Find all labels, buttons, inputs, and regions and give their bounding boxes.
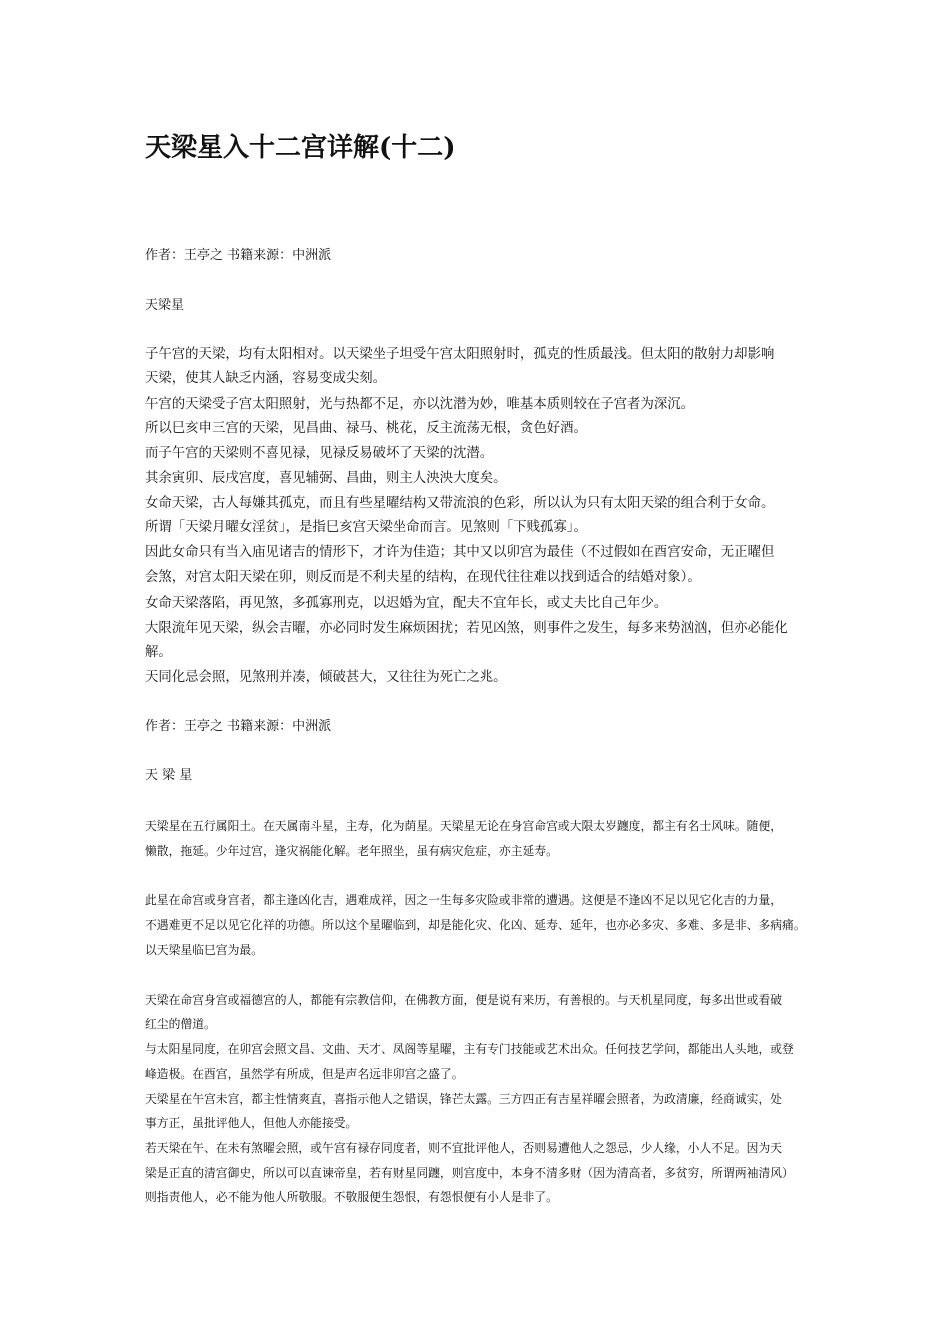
text-line: 会煞，对宫太阳天梁在卯，则反而是不利夫星的结构，在现代往往难以找到适合的结婚对象）。 (145, 570, 701, 585)
byline: 作者：王亭之 书籍来源：中洲派 (145, 719, 332, 734)
text-line: 天同化忌会照，见煞刑并凑，倾破甚大，又往往为死亡之兆。 (145, 670, 507, 685)
text-line: 解。 (145, 645, 172, 660)
text-line: 女命天梁落陷，再见煞，多孤寡刑克，以迟婚为宜，配夫不宜年长，或丈夫比自己年少。 (145, 596, 668, 611)
text-line: 若天梁在午、在未有煞曜会照，或午宫有禄存同度者，则不宜批评他人，否则易遭他人之怨忌，少人缘，小人不足。因为天 (145, 1141, 783, 1155)
text-line: 则指责他人，必不能为他人所敬服。不敬服便生怨恨，有怨恨便有小人是非了。 (145, 1190, 558, 1204)
text-line: 所以巳亥申三宫的天梁，见昌曲、禄马、桃花，反主流荡无根，贪色好酒。 (145, 421, 587, 436)
text-line: 天梁星在午宫未宫，都主性情爽直，喜指示他人之错误，锋芒太露。三方四正有吉星祥曜会照者，为政清廉，经商诚实，处 (145, 1092, 783, 1106)
text-line: 红尘的僧道。 (145, 1017, 216, 1031)
text-line: 不遇难更不足以见它化祥的功德。所以这个星曜临到，却是能化灾、化凶、延寿、延年，也亦必多灾、多难、多是非、多病痛。 (145, 918, 806, 932)
byline: 作者：王亭之 书籍来源：中洲派 (145, 248, 332, 263)
text-line: 午宫的天梁受子宫太阳照射，光与热都不足，亦以沈潜为妙，唯基本质则较在子宫者为深沉。 (145, 397, 695, 412)
text-line: 因此女命只有当入庙见诸吉的情形下，才许为佳造；其中又以卯宫为最佳（不过假如在酉宫安命，无正曜但 (145, 545, 775, 560)
page-title: 天梁星入十二宫详解(十二) (145, 133, 456, 163)
text-line: 事方正，虽批评他人，但他人亦能接受。 (145, 1116, 358, 1130)
text-line: 与太阳星同度，在卯宫会照文昌、文曲、天才、凤阁等星曜，主有专门技能或艺术出众。任何技艺学问，都能出人头地，或登 (145, 1042, 794, 1056)
text-line: 天梁，使其人缺乏内涵，容易变成尖刻。 (145, 371, 387, 386)
text-line: 所谓「天梁月曜女淫贫」，是指巳亥宫天梁坐命而言。见煞则「下贱孤寡」。 (145, 520, 587, 535)
text-line: 大限流年见天梁，纵会吉曜，亦必同时发生麻烦困扰；若见凶煞，则事件之发生，每多来势汹汹，但亦必能化 (145, 621, 788, 636)
text-line: 子午宫的天梁，均有太阳相对。以天梁坐子坦受午宫太阳照射时，孤克的性质最浅。但太阳的散射力却影响 (145, 347, 775, 362)
text-line: 懒散，拖延。少年过宫，逢灾祸能化解。老年照坐，虽有病灾危症，亦主延寿。 (145, 844, 558, 858)
text-line: 女命天梁，古人每嫌其孤克，而且有些星曜结构又带流浪的色彩，所以认为只有太阳天梁的组合利于女命。 (145, 496, 775, 511)
text-line: 梁是正直的清宫御史，所以可以直谏帝皇，若有财星同躔，则宫度中，本身不清多财（因为清高者，多贫穷，所谓两袖清风） (145, 1166, 794, 1180)
text-line: 其余寅卯、辰戌宫度，喜见辅弼、昌曲，则主人泱泱大度矣。 (145, 471, 507, 486)
text-line: 天梁星在五行属阳土。在天属南斗星，主寿，化为荫星。天梁星无论在身宫命宫或大限太岁躔度，都主有名士风味。随便， (145, 819, 783, 833)
section-heading: 天 梁 星 (145, 768, 193, 783)
text-line: 以天梁星临巳宫为最。 (145, 943, 263, 957)
text-line: 而子午宫的天梁则不喜见禄，见禄反易破坏了天梁的沈潜。 (145, 446, 494, 461)
text-line: 此星在命宫或身宫者，都主逢凶化吉，遇难成祥，因之一生每多灾险或非常的遭遇。这便是不逢凶不足以见它化吉的力量， (145, 893, 783, 907)
text-line: 天梁在命宫身宫或福德宫的人，都能有宗教信仰，在佛教方面，便是说有来历，有善根的。与天机星同度，每多出世或看破 (145, 993, 783, 1007)
text-line: 峰造极。在酉宫，虽然学有所成，但是声名远非卯宫之盛了。 (145, 1067, 464, 1081)
section-heading: 天梁星 (145, 298, 185, 313)
